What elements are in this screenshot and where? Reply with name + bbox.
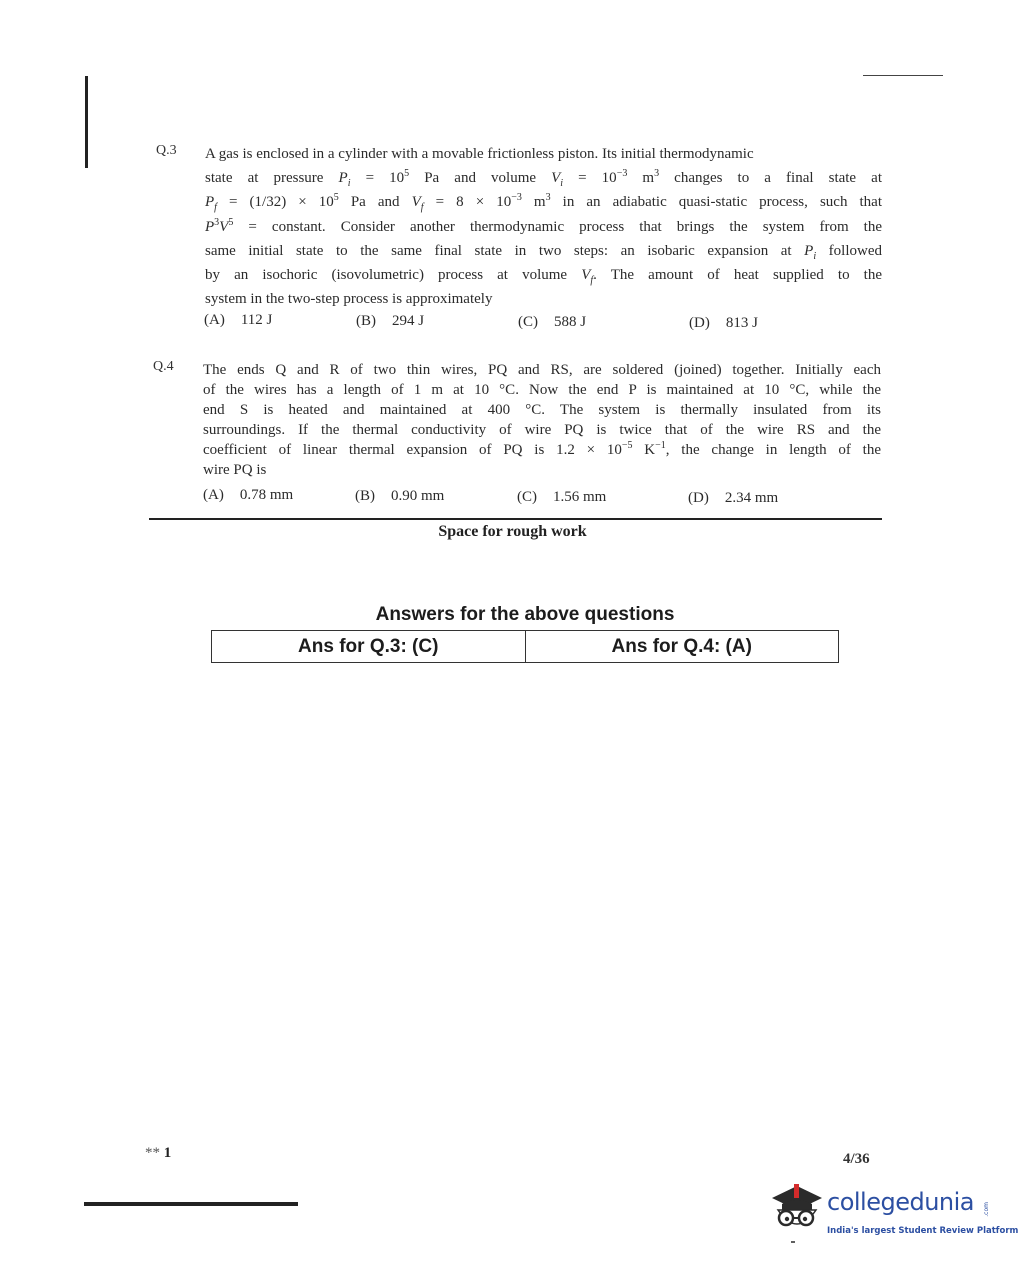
q3-text [205,142,882,311]
rough-work-divider [149,518,882,520]
q3-line-2: state at pressure $P_i = 10^5$ Pa and volume $V_i = 10^{-3}$ $m^3$ changes to a final state at [205,168,882,190]
q4-line-2: of the wires has a length of 1 m at 10 °C. Now the end P is maintained at 10 °C, while the [203,382,881,398]
logo-wordmark: collegedunia [827,1188,975,1216]
answers-title: Answers for the above questions [375,604,675,625]
answers-table [211,630,839,663]
footer-left-number: 1 [163,1145,172,1161]
page-number: 4/36 [843,1151,870,1167]
answer-q4: Ans for Q.4: (A) [525,631,839,662]
footer-stars: ** [145,1145,160,1161]
q3-line-3: $P_f = (1/32) \times 10^5$ Pa and $V_f = 8 \times 10^{-3}$ $m^3$ in an adiabatic quasi-static process, such that [205,192,882,214]
rough-work-label: Space for rough work [438,523,587,540]
bottom-left-rule [84,1202,298,1206]
q4-option-b: (B) 0.90 mm [355,488,445,504]
q3-line-7: system in the two-step process is approximately [205,291,493,308]
q3-line-6: by an isochoric (isovolumetric) process at volume $V_f$. The amount of heat supplied to the [205,267,882,287]
q3-line-1: A gas is enclosed in a cylinder with a movable frictionless piston. Its initial thermodynamic [205,146,754,162]
q3-option-a: (A) 112 J [204,312,273,328]
q4-option-c: (C) 1.56 mm [517,489,607,505]
q3-option-c: (C) 588 J [518,314,587,330]
q4-option-a: (A) 0.78 mm [203,487,294,503]
q3-option-d: (D) 813 J [689,315,758,331]
q3-option-b: (B) 294 J [356,313,425,329]
q3-number: Q.3 [156,143,177,158]
footer-left-code [145,1145,171,1162]
top-right-rule [863,75,943,76]
q4-line-5: coefficient of linear thermal expansion of PQ is $1.2 \times 10^{-5}$ $K^{-1}$, the change in length of the [203,440,881,458]
q4-line-3: end S is heated and maintained at 400 °C. The system is thermally insulated from its [203,402,881,418]
left-margin-bar [85,76,88,168]
q3-line-4: $P^3V^5$ = constant. Consider another thermodynamic process that brings the system from the [205,216,882,235]
collegedunia-mascot-icon [766,1180,828,1246]
logo-tagline: India's largest Student Review Platform [827,1226,1019,1236]
logo-dotcom: .com [983,1202,990,1217]
q4-number: Q.4 [153,359,174,374]
q3-line-5: same initial state to the same final state in two steps: an isobaric expansion at $P_i$ followed [205,242,882,262]
q4-line-6: wire PQ is [203,462,267,478]
q4-line-4: surroundings. If the thermal conductivity of wire PQ is twice that of the wire RS and the [203,422,881,438]
q4-line-1: The ends Q and R of two thin wires, PQ and RS, are soldered (joined) together. Initially each [203,362,881,378]
answer-q3: Ans for Q.3: (C) [298,636,439,657]
q4-text [203,360,881,480]
q4-option-d: (D) 2.34 mm [688,490,779,506]
